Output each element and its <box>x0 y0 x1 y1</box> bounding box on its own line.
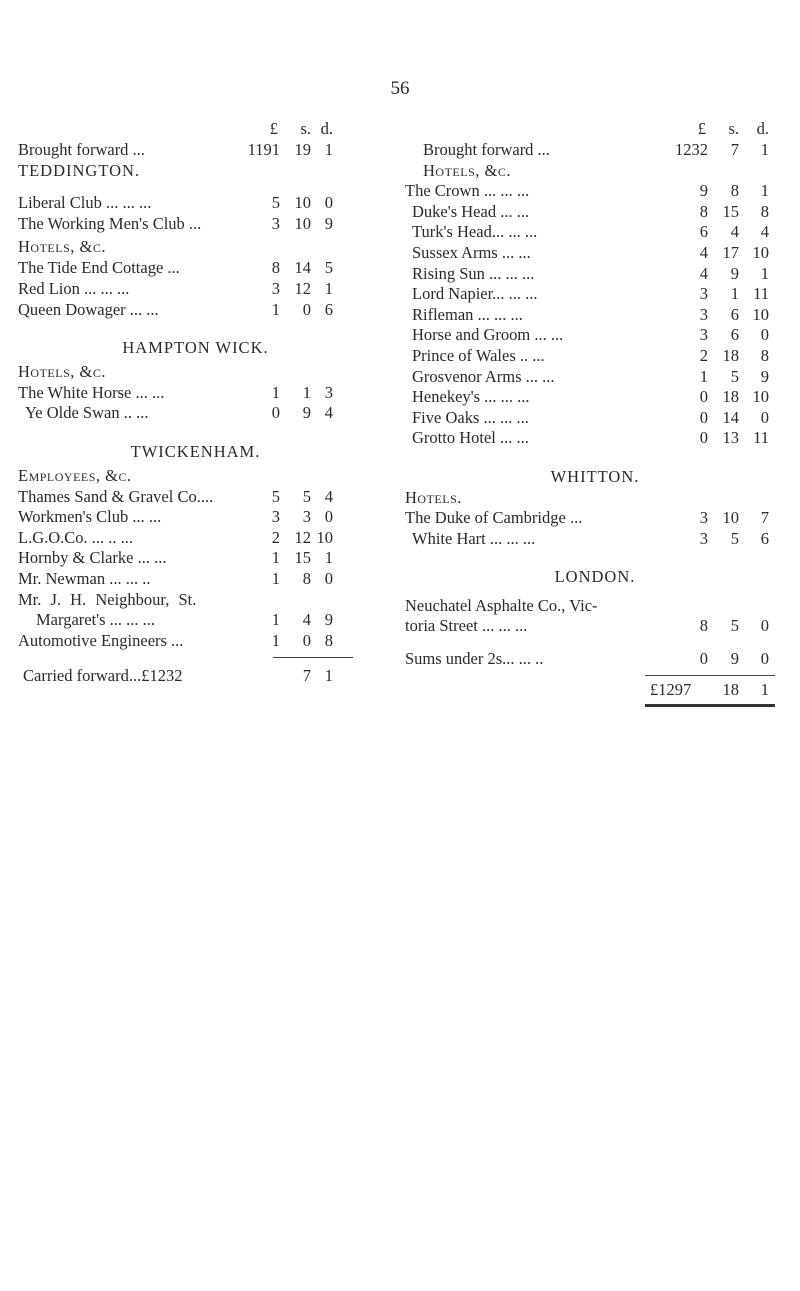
row-shillings: 5 <box>302 486 311 506</box>
row-label: Automotive Engineers ... <box>18 630 184 650</box>
row-pence: 1 <box>760 140 769 159</box>
row-label: Margaret's ... ... ... <box>36 610 156 630</box>
ledger-row <box>405 202 777 223</box>
ledger-row <box>18 610 373 631</box>
brought-forward-row <box>18 140 373 161</box>
row-shillings: 12 <box>294 527 311 547</box>
row-shillings: 6 <box>730 304 739 324</box>
row-pounds: 3 <box>271 213 280 233</box>
row-shillings: 5 <box>730 366 739 386</box>
section-heading-hampton-wick: HAMPTON WICK. <box>122 338 269 358</box>
row-label: Duke's Head ... ... <box>412 201 530 221</box>
section-heading-teddington: TEDDINGTON. <box>18 160 141 180</box>
row-shillings: 5 <box>730 616 739 636</box>
row-pounds: 2 <box>271 527 280 547</box>
row-pence: 1 <box>760 679 769 699</box>
row-label: The Tide End Cottage ... <box>18 258 180 278</box>
pounds-header: £ <box>697 119 706 138</box>
row-label: Liberal Club ... ... ... <box>18 193 152 213</box>
row-shillings: 15 <box>294 548 311 568</box>
ledger-row <box>405 508 777 529</box>
subheading-hotels: Hotels, &c. <box>423 160 511 180</box>
ledger-row <box>18 631 373 652</box>
row-label: Rising Sun ... ... ... <box>412 263 535 283</box>
row-pence: 6 <box>324 299 333 319</box>
row-shillings: 10 <box>722 508 739 528</box>
row-pounds: 1 <box>271 382 280 402</box>
ledger-row-continued <box>18 590 373 611</box>
row-pence: 10 <box>752 387 769 407</box>
ledger-row <box>405 649 777 670</box>
row-label: The Crown ... ... ... <box>405 181 530 201</box>
row-shillings: 10 <box>294 213 311 233</box>
row-shillings: 12 <box>294 278 311 298</box>
ledger-row <box>405 367 777 388</box>
row-pounds: 5 <box>271 486 280 506</box>
row-pence: 0 <box>760 407 769 427</box>
row-shillings: 17 <box>722 242 739 262</box>
row-pounds: 1191 <box>247 140 280 159</box>
left-currency-header <box>18 118 373 140</box>
ledger-row <box>405 428 777 449</box>
total-rule <box>273 657 353 658</box>
row-shillings: 6 <box>730 325 739 345</box>
row-pence: 10 <box>752 304 769 324</box>
row-shillings: 7 <box>730 140 739 159</box>
ledger-row <box>18 214 373 235</box>
row-pounds: 3 <box>271 278 280 298</box>
section-heading-twickenham: TWICKENHAM. <box>130 441 261 461</box>
row-pounds: 0 <box>271 403 280 423</box>
row-label: Queen Dowager ... ... <box>18 299 159 319</box>
row-pounds: 8 <box>271 258 280 278</box>
row-pence: 1 <box>324 666 333 686</box>
row-shillings: 7 <box>302 666 311 686</box>
row-pounds: 1 <box>271 610 280 630</box>
row-pence: 11 <box>753 284 769 304</box>
row-pence: 4 <box>760 222 769 242</box>
row-pence: 1 <box>760 263 769 283</box>
ledger-row <box>405 387 777 408</box>
ledger-row <box>405 305 777 326</box>
pence-header: d. <box>756 119 769 138</box>
total-rule <box>645 675 775 676</box>
row-pence: 9 <box>760 366 769 386</box>
row-shillings: 10 <box>294 193 311 213</box>
row-shillings: 9 <box>730 263 739 283</box>
ledger-row <box>18 279 373 300</box>
ledger-row <box>18 193 373 214</box>
row-pence: 11 <box>753 428 769 448</box>
row-pounds: 1 <box>271 548 280 568</box>
row-label: The Duke of Cambridge ... <box>405 508 583 528</box>
left-column <box>18 118 373 687</box>
row-label: Ye Olde Swan .. ... <box>25 403 149 423</box>
row-shillings: 18 <box>722 679 739 699</box>
carried-forward-row <box>18 666 373 687</box>
row-pence: 1 <box>324 278 333 298</box>
row-shillings: 8 <box>302 568 311 588</box>
row-pence: 0 <box>324 568 333 588</box>
ledger-row <box>405 325 777 346</box>
row-pounds: 0 <box>699 649 708 669</box>
row-pounds: 1 <box>699 366 708 386</box>
ledger-row <box>18 569 373 590</box>
ledger-row <box>18 300 373 321</box>
row-shillings: 14 <box>722 407 739 427</box>
row-shillings: 4 <box>302 610 311 630</box>
row-pounds: 8 <box>699 201 708 221</box>
row-pence: 8 <box>324 630 333 650</box>
row-pence: 8 <box>760 201 769 221</box>
row-shillings: 3 <box>302 507 311 527</box>
row-label: Rifleman ... ... ... <box>412 304 523 324</box>
shillings-header: s. <box>300 119 311 138</box>
ledger-row <box>405 616 777 637</box>
pounds-header: £ <box>269 119 278 138</box>
row-label: Henekey's ... ... ... <box>412 387 530 407</box>
total-pounds: £1297 <box>650 679 692 699</box>
row-pence: 1 <box>324 548 333 568</box>
row-pounds: 6 <box>699 222 708 242</box>
ledger-row <box>405 243 777 264</box>
row-pence: 4 <box>324 403 333 423</box>
brought-forward-row <box>405 140 777 161</box>
section-heading-whitton: WHITTON. <box>550 466 640 486</box>
row-pence: 0 <box>760 649 769 669</box>
row-shillings: 1 <box>302 382 311 402</box>
row-label: Thames Sand & Gravel Co.... <box>18 486 214 506</box>
row-label: toria Street ... ... ... <box>405 616 528 636</box>
row-shillings: 9 <box>302 403 311 423</box>
ledger-row <box>18 507 373 528</box>
row-label: Neuchatel Asphalte Co., Vic- <box>405 595 598 615</box>
row-pence: 10 <box>752 242 769 262</box>
subheading-hotels: Hotels, &c. <box>18 361 106 381</box>
row-pounds: 2 <box>699 345 708 365</box>
row-pence: 0 <box>324 507 333 527</box>
row-label: Brought forward ... <box>18 140 145 159</box>
row-label: Hornby & Clarke ... ... <box>18 548 167 568</box>
row-shillings: 13 <box>722 428 739 448</box>
row-label: Lord Napier... ... ... <box>412 284 538 304</box>
ledger-row <box>18 487 373 508</box>
row-pence: 7 <box>760 508 769 528</box>
section-heading-london: LONDON. <box>554 567 636 587</box>
subheading-hotels: Hotels. <box>405 487 462 507</box>
ledger-row <box>18 548 373 569</box>
row-pounds: 1232 <box>675 140 708 159</box>
row-pounds: 3 <box>699 508 708 528</box>
ledger-row <box>405 264 777 285</box>
row-pounds: 1 <box>271 630 280 650</box>
grand-total-row <box>405 680 777 701</box>
row-shillings: 4 <box>730 222 739 242</box>
ledger-row <box>405 408 777 429</box>
row-pence: 0 <box>324 193 333 213</box>
ledger-row <box>18 528 373 549</box>
row-pence: 5 <box>324 258 333 278</box>
row-label: The White Horse ... ... <box>18 382 165 402</box>
row-shillings: 0 <box>302 299 311 319</box>
ledger-row <box>18 258 373 279</box>
row-label: Prince of Wales .. ... <box>412 345 545 365</box>
row-label: Five Oaks ... ... ... <box>412 407 529 427</box>
row-pence: 1 <box>760 181 769 201</box>
row-shillings: 8 <box>730 181 739 201</box>
row-shillings: 18 <box>722 387 739 407</box>
shillings-header: s. <box>728 119 739 138</box>
row-shillings: 18 <box>722 345 739 365</box>
row-pence: 9 <box>324 213 333 233</box>
right-column <box>405 118 777 707</box>
page-number: 56 <box>390 78 410 99</box>
row-shillings: 1 <box>730 284 739 304</box>
row-label: The Working Men's Club ... <box>18 213 202 233</box>
ledger-row <box>405 346 777 367</box>
row-shillings: 19 <box>294 140 311 159</box>
subheading-hotels: Hotels, &c. <box>18 237 106 257</box>
row-label: Workmen's Club ... ... <box>18 507 162 527</box>
row-pounds: 3 <box>699 284 708 304</box>
subheading-employees: Employees, &c. <box>18 465 132 485</box>
row-pence: 0 <box>760 325 769 345</box>
row-pounds: 5 <box>271 193 280 213</box>
row-pounds: 0 <box>699 428 708 448</box>
row-pounds: 9 <box>699 181 708 201</box>
ledger-row <box>405 529 777 550</box>
row-label: Grotto Hotel ... ... <box>412 428 529 448</box>
ledger-row <box>405 181 777 202</box>
ledger-row <box>405 284 777 305</box>
ledger-row <box>405 222 777 243</box>
row-pounds: 3 <box>271 507 280 527</box>
row-label: Horse and Groom ... ... <box>412 325 564 345</box>
row-shillings: 5 <box>730 528 739 548</box>
row-label: White Hart ... ... ... <box>412 528 536 548</box>
row-label: Mr. J. H. Neighbour, St. <box>18 589 197 609</box>
row-pence: 1 <box>324 140 333 159</box>
row-pounds: 1 <box>271 299 280 319</box>
row-pence: 6 <box>760 528 769 548</box>
row-label: Red Lion ... ... ... <box>18 278 130 298</box>
row-shillings: 0 <box>302 630 311 650</box>
row-label: Turk's Head... ... ... <box>412 222 538 242</box>
row-pence: 8 <box>760 345 769 365</box>
double-total-rule <box>645 704 775 707</box>
row-pounds: 1 <box>271 568 280 588</box>
row-pounds: 4 <box>699 263 708 283</box>
row-pounds: 3 <box>699 325 708 345</box>
row-label: Sussex Arms ... ... <box>412 242 531 262</box>
row-label: Sums under 2s... ... .. <box>405 649 544 669</box>
row-shillings: 15 <box>722 201 739 221</box>
row-pounds: 3 <box>699 304 708 324</box>
row-label: L.G.O.Co. ... .. ... <box>18 527 134 547</box>
ledger-row-continued <box>405 596 777 617</box>
row-pence: 4 <box>324 486 333 506</box>
row-pounds: 3 <box>699 528 708 548</box>
row-pence: 9 <box>324 610 333 630</box>
ledger-row <box>18 403 373 424</box>
row-label: Carried forward...£1232 <box>23 666 183 686</box>
ledger-row <box>18 383 373 404</box>
row-pounds: 0 <box>699 387 708 407</box>
row-label: Brought forward ... <box>423 140 550 159</box>
row-pounds: 4 <box>699 242 708 262</box>
row-pence: 10 <box>316 527 333 547</box>
row-pence: 3 <box>324 382 333 402</box>
row-shillings: 14 <box>294 258 311 278</box>
row-label: Grosvenor Arms ... ... <box>412 366 555 386</box>
row-pounds: 0 <box>699 407 708 427</box>
row-shillings: 9 <box>730 649 739 669</box>
pence-header: d. <box>320 119 333 138</box>
row-label: Mr. Newman ... ... .. <box>18 568 151 588</box>
row-pounds: 8 <box>699 616 708 636</box>
row-pence: 0 <box>760 616 769 636</box>
right-currency-header <box>405 118 777 140</box>
